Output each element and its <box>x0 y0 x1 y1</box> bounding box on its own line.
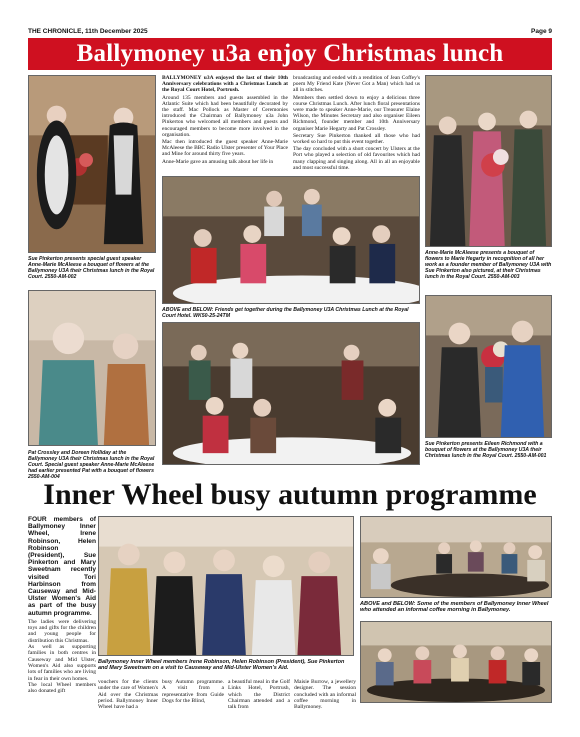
story1-col2-p3: Secretary Sue Pinkerton thanked all those who had worked so hard to put this event together. <box>293 132 420 146</box>
publication-date: THE CHRONICLE, 11th December 2025 <box>28 28 148 35</box>
story1-col1-p2: Mac then introduced the guest speaker Anne-Marie McAleese the BBC Radio Ulster presenter of Your Place and Mine for around thirty five years. <box>162 139 288 158</box>
story1-col1 <box>162 75 288 166</box>
story1-col2-p1: broadcasting and ended with a rendition of Jean Coffey's poem My Friend Kate (Never Got a Man) which had us all in stitches. <box>293 75 420 94</box>
story1-col2-p2: Members then settled down to enjoy a delicious three course Christmas Lunch. After lunch floral presentations were made to speaker Anne-Marie, our Treasurer Elaine Wilson, the Minutes Secretary and also organiser Eileen Richmond, founder member and 10th Anniversary organiser Marie Hegarty and Pat Crossley. <box>293 94 420 132</box>
photo-friends-table-1 <box>162 176 420 304</box>
story2-headline: Inner Wheel busy autumn programme <box>43 478 537 511</box>
story1-col2-p4: The day concluded with a short concert by Ulsters at the Port who played a selection of old favourites which had many clapping and singing along. All in all an enjoyable and most successful time. <box>293 146 420 171</box>
caption-pat-crossley: Pat Crossley and Doreen Holliday at the Ballymoney U3A their Christmas lunch in the Royal Court. Special guest speaker Anne-Marie McAleese had earlier presented Pat with a bouquet of flowers 2550-AM-004 <box>28 450 155 481</box>
photo-friends-table-2 <box>162 322 420 465</box>
story2-col2: vouchers for the clients under the care of Women's Aid over the Christmas period. Ballymoney Inner Wheel have had a <box>98 679 158 711</box>
story2-lead: FOUR members of Ballymoney Inner Wheel, Irene Robinson, Helen Robinson (President), Sue Pinkerton and Mary Sweetnam recently visited Tori Harbinson from Causeway and Mid-Ulster Women's Aid as part of the busy autumn programme. <box>28 516 96 617</box>
caption-inner-wheel-group: Ballymoney Inner Wheel members Irene Robinson, Helen Robinson (President), Sue Pinkerton and Mary Sweetnam on a visit to Causeway and Mid-Ulster Women's Aid. <box>98 659 345 672</box>
story1-lead: BALLYMONEY u3A enjoyed the last of their 10th Anniversary celebrations with a Christmas Lunch at the Royal Court Hotel, Portrush. <box>162 75 288 94</box>
photo-eileen-richmond <box>425 295 552 438</box>
story1-col2 <box>293 75 420 172</box>
photo-pat-crossley <box>28 290 156 446</box>
caption-eileen-richmond: Sue Pinkerton presents Eileen Richmond with a bouquet of flowers at the Ballymoney U3A their Christmas lunch in the Royal Court. 2550-AM-001 <box>425 441 547 460</box>
story2-col3: busy Autumn programme. A visit from a representative from Guide Dogs for the Blind, <box>162 679 224 704</box>
caption-speaker-bouquet: Sue Pinkerton presents special guest speaker Anne-Marie McAleese a bouquet of flowers at the Ballymoney U3A their Christmas lunch in the Royal Court. 2550-AM-002 <box>28 256 155 281</box>
photo-coffee-morning-1 <box>360 516 552 598</box>
caption-coffee-morning: ABOVE and BELOW: Some of the members of Ballymoney Inner Wheel who attended an informal coffee morning in Ballymoney. <box>360 601 549 614</box>
story2-col1-p3: The local Wheel members also donated gift <box>28 681 96 695</box>
caption-marie-hegarty: Anne-Marie McAleese presents a bouquet of flowers to Marie Hegarty in recognition of all her work as a founder member of Ballymoney U3A with Sue Pinkerton also pictured, at their Christmas lunch in the Royal Court. 2550-AM-003 <box>425 250 552 281</box>
story2-col4: a beautiful meal in the Golf Links Hotel, Portrush, which the District Chairman attended and a talk from <box>228 679 290 711</box>
story2-col1-p2: As well as supporting families in both centres in Causeway and Mid Ulster, Women's Aid also supports lots of families who are living in fear in their own homes. <box>28 644 96 682</box>
photo-marie-hegarty <box>425 75 552 247</box>
story1-headline: Ballymoney u3a enjoy Christmas lunch <box>28 38 552 70</box>
page-header <box>28 28 552 38</box>
photo-coffee-morning-2 <box>360 621 552 703</box>
story1-col1-p1: Around 135 members and guests assembled in the Atlantic Suite which had been beautifully decorated by the staff. Mac Pollock as Master of Ceremonies introduced the Chairman of Ballymoney u3a John Pinkerton who welcomed all members and guests and encouraged members to become more involved in the organisation. <box>162 94 288 138</box>
page-number: Page 9 <box>531 28 552 35</box>
story2-lead-col <box>28 516 96 694</box>
story2-col5: Maisie Burrow, a jewellery designer. The session concluded with an informal coffee morning in Ballymoney. <box>294 679 356 711</box>
story1-col1-p3: Anne-Marie gave an amusing talk about her life in <box>162 158 274 165</box>
caption-friends: ABOVE and BELOW: Friends get together during the Ballymoney U3A Christmas Lunch at the Royal Court Hotel. WK50-25-24TM <box>162 307 409 320</box>
photo-speaker-bouquet <box>28 75 156 253</box>
story2-col1 <box>28 619 96 695</box>
photo-inner-wheel-group <box>98 516 354 656</box>
story2-col1-p1: The ladies were delivering toys and gifts for the children and young people for distribution this Christmas. <box>28 618 96 644</box>
